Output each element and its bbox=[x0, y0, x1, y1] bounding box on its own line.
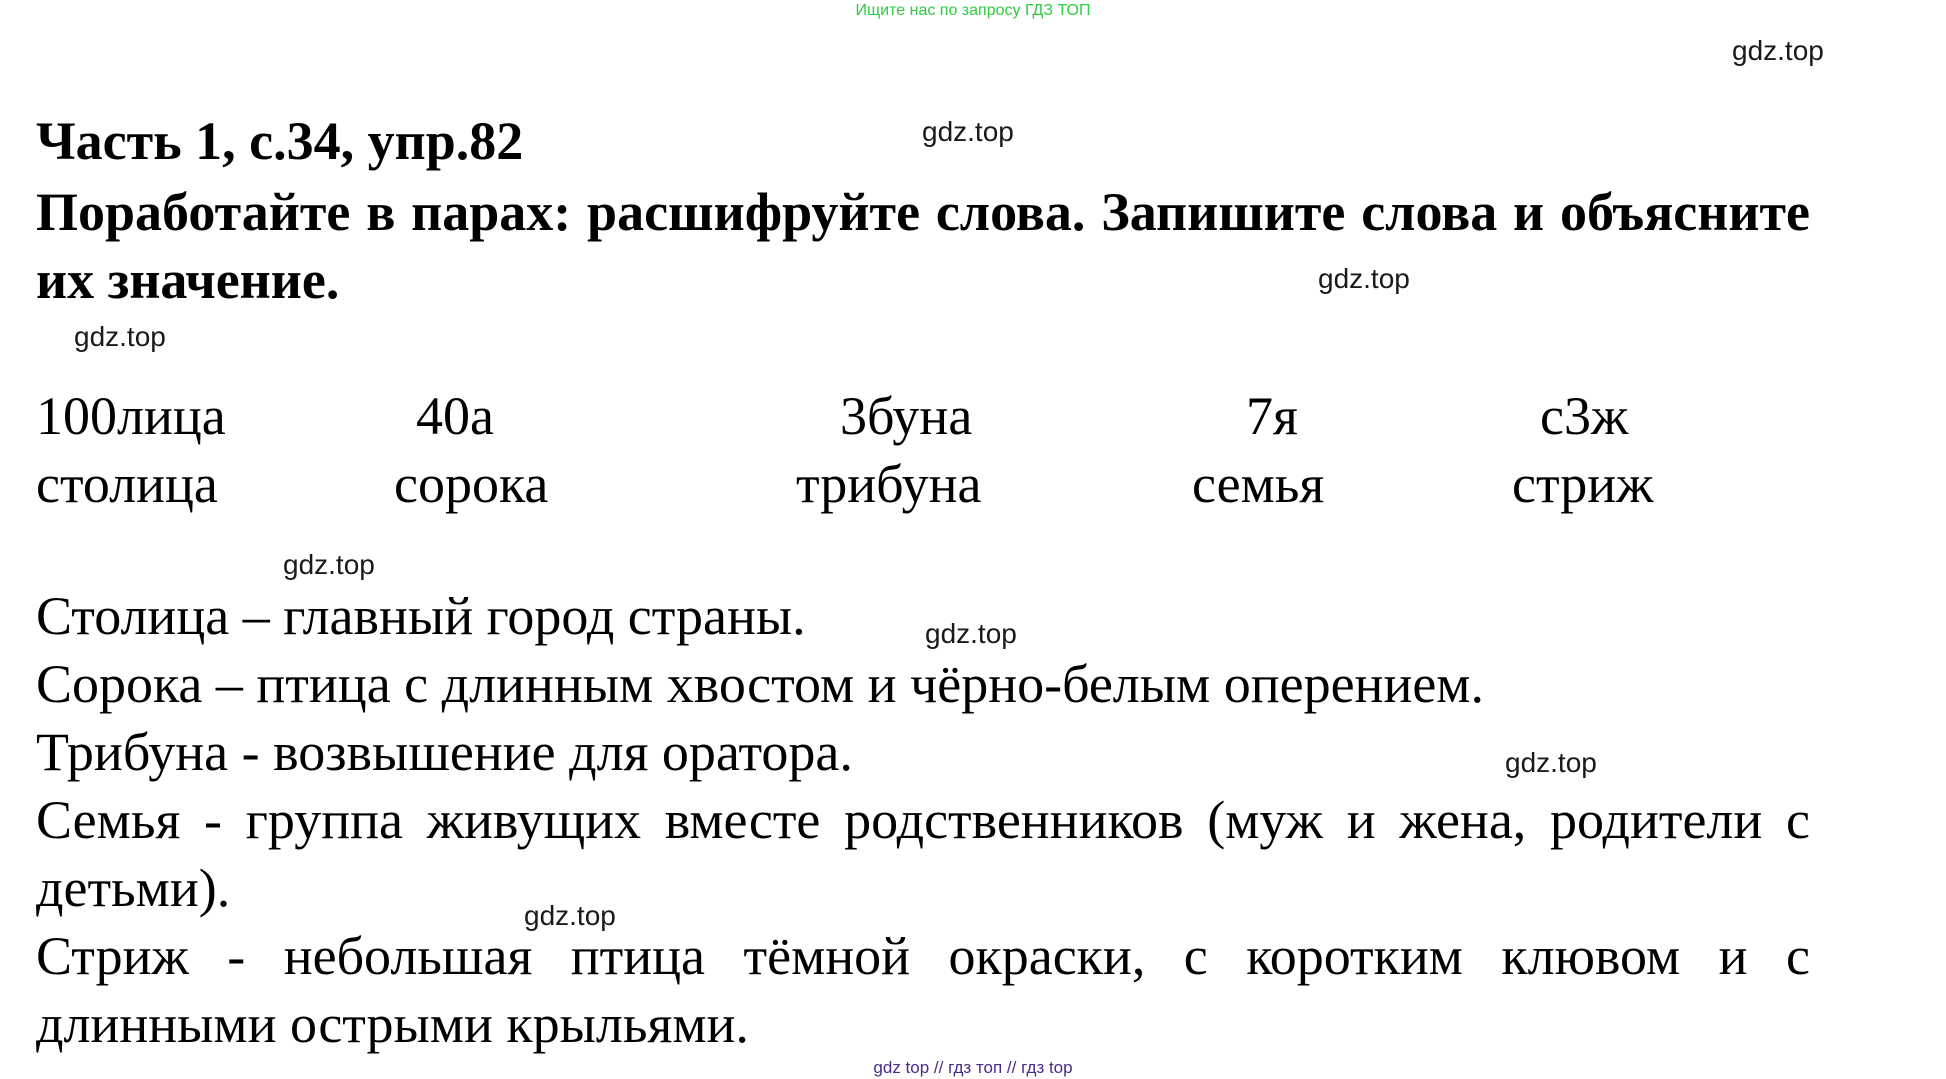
decoded-word: сорока bbox=[394, 454, 549, 514]
definition-semya: Семья - группа живущих вместе родственников (муж и жена, родители с детьми). bbox=[36, 790, 1810, 918]
watermark: gdz.top bbox=[524, 900, 616, 931]
definition-strizh: Стриж - небольшая птица тёмной окраски, с коротким клювом и с длинными острыми крыльями. bbox=[36, 926, 1810, 1054]
exercise-task: Поработайте в парах: расшифруйте слова. Запишите слова и объясните их значение. bbox=[36, 182, 1810, 310]
watermark: gdz.top bbox=[1732, 35, 1824, 66]
decoded-word: трибуна bbox=[796, 454, 982, 514]
watermark: gdz.top bbox=[1505, 747, 1597, 778]
watermark: gdz.top bbox=[922, 116, 1014, 147]
puzzle-code: 3буна bbox=[840, 386, 973, 446]
watermark: gdz.top bbox=[74, 321, 166, 352]
puzzle-code: с3ж bbox=[1540, 386, 1629, 446]
definition-tribuna: Трибуна - возвышение для оратора. bbox=[36, 722, 853, 782]
puzzle-code: 100лица bbox=[36, 386, 226, 446]
decoded-word: семья bbox=[1192, 454, 1325, 514]
top-banner: Ищите нас по запросу ГДЗ ТОП bbox=[855, 2, 1091, 19]
definition-soroka: Сорока – птица с длинным хвостом и чёрно-белым оперением. bbox=[36, 654, 1484, 714]
definition-stolitsa: Столица – главный город страны. bbox=[36, 586, 806, 646]
decoded-words-row bbox=[0, 450, 1946, 518]
puzzle-code: 7я bbox=[1246, 386, 1298, 446]
exercise-title: Часть 1, с.34, упр.82 bbox=[36, 111, 524, 171]
decoded-word: стриж bbox=[1512, 454, 1654, 514]
watermark: gdz.top bbox=[1318, 263, 1410, 294]
decoded-word: столица bbox=[36, 454, 218, 514]
footer-links: gdz top // гдз топ // гдз top bbox=[873, 1058, 1073, 1077]
puzzle-code: 40а bbox=[416, 386, 494, 446]
watermark: gdz.top bbox=[283, 549, 375, 580]
watermark: gdz.top bbox=[925, 618, 1017, 649]
puzzle-codes-row bbox=[0, 382, 1946, 450]
